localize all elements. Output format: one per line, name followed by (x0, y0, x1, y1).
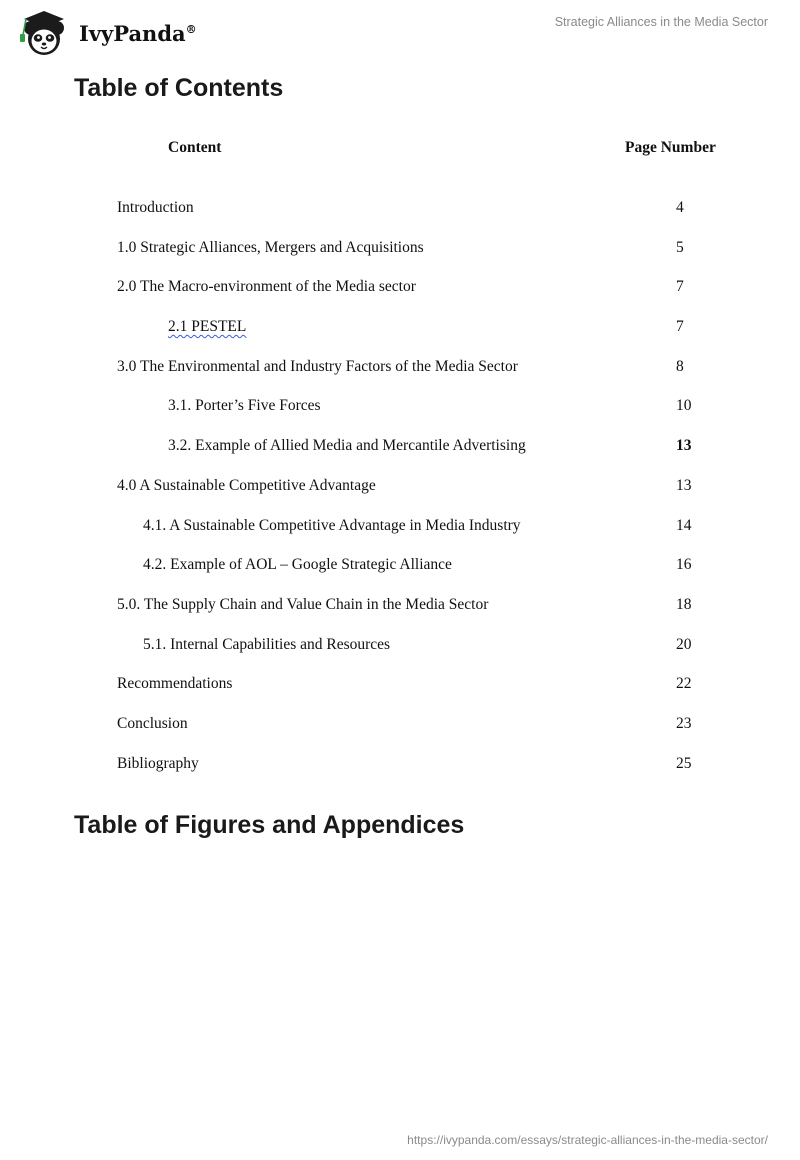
toc-entry-label: 5.1. Internal Capabilities and Resources (143, 635, 391, 653)
ivypanda-logo[interactable] (14, 9, 197, 57)
toc-entry-label: 2.0 The Macro-environment of the Media sector (117, 278, 416, 296)
toc-entry[interactable] (0, 274, 800, 314)
toc-entry-page: 14 (676, 516, 692, 534)
toc-entry-label: 3.0 The Environmental and Industry Factors of the Media Sector (117, 357, 518, 375)
toc-list (0, 195, 800, 790)
toc-entry[interactable] (0, 592, 800, 632)
toc-entry[interactable] (0, 711, 800, 751)
toc-entry[interactable] (0, 473, 800, 513)
toc-entry-page: 16 (676, 556, 692, 574)
toc-entry-label: 2.1 PESTEL (168, 318, 247, 336)
toc-entry-page: 25 (676, 754, 692, 772)
toc-entry-page: 8 (676, 357, 684, 375)
document-title: Strategic Alliances in the Media Sector (554, 15, 768, 29)
toc-entry-label: 5.0. The Supply Chain and Value Chain in the Media Sector (117, 595, 489, 613)
toc-entry-label: Recommendations (117, 675, 233, 693)
toc-entry-page: 4 (676, 199, 684, 216)
toc-entry[interactable] (0, 195, 800, 235)
toc-entry-label: 3.1. Porter’s Five Forces (168, 397, 321, 415)
toc-entry-label: 4.1. A Sustainable Competitive Advantage in Media Industry (143, 516, 521, 534)
toc-entry-page: 18 (676, 595, 692, 613)
toc-entry[interactable] (0, 552, 800, 592)
toc-entry-label: Introduction (117, 199, 194, 216)
toc-entry-page: 22 (676, 675, 692, 693)
brand-name: IvyPanda® (79, 21, 197, 46)
toc-column-page: Page Number (625, 139, 716, 156)
toc-entry-label: 3.2. Example of Allied Media and Mercantile Advertising (168, 437, 526, 455)
toc-entry-page: 23 (676, 714, 692, 732)
toc-entry-page: 7 (676, 318, 684, 336)
toc-heading: Table of Contents (74, 74, 284, 102)
toc-entry[interactable] (0, 235, 800, 275)
page-header (0, 0, 800, 70)
source-url-link[interactable]: https://ivypanda.com/essays/strategic-alliances-in-the-media-sector/ (407, 1133, 768, 1147)
toc-entry-page: 13 (676, 476, 692, 494)
toc-column-content: Content (168, 139, 222, 156)
toc-entry-label: 1.0 Strategic Alliances, Mergers and Acquisitions (117, 238, 424, 256)
toc-entry[interactable] (0, 433, 800, 473)
figures-heading: Table of Figures and Appendices (74, 811, 465, 839)
toc-entry-label: 4.2. Example of AOL – Google Strategic Alliance (143, 556, 452, 574)
toc-entry-page: 20 (676, 635, 692, 653)
toc-entry-page: 13 (676, 437, 692, 455)
toc-entry[interactable] (0, 393, 800, 433)
toc-entry[interactable] (0, 751, 800, 791)
toc-entry[interactable] (0, 671, 800, 711)
toc-entry-page: 5 (676, 238, 684, 256)
toc-entry-page: 10 (676, 397, 692, 415)
toc-entry[interactable] (0, 314, 800, 354)
toc-entry[interactable] (0, 513, 800, 553)
toc-entry-label: Conclusion (117, 714, 188, 732)
toc-entry-label: 4.0 A Sustainable Competitive Advantage (117, 476, 376, 494)
panda-graduate-icon (14, 9, 74, 57)
toc-entry-page: 7 (676, 278, 684, 296)
toc-entry[interactable] (0, 354, 800, 394)
toc-entry-label: Bibliography (117, 754, 199, 772)
toc-entry[interactable] (0, 632, 800, 672)
